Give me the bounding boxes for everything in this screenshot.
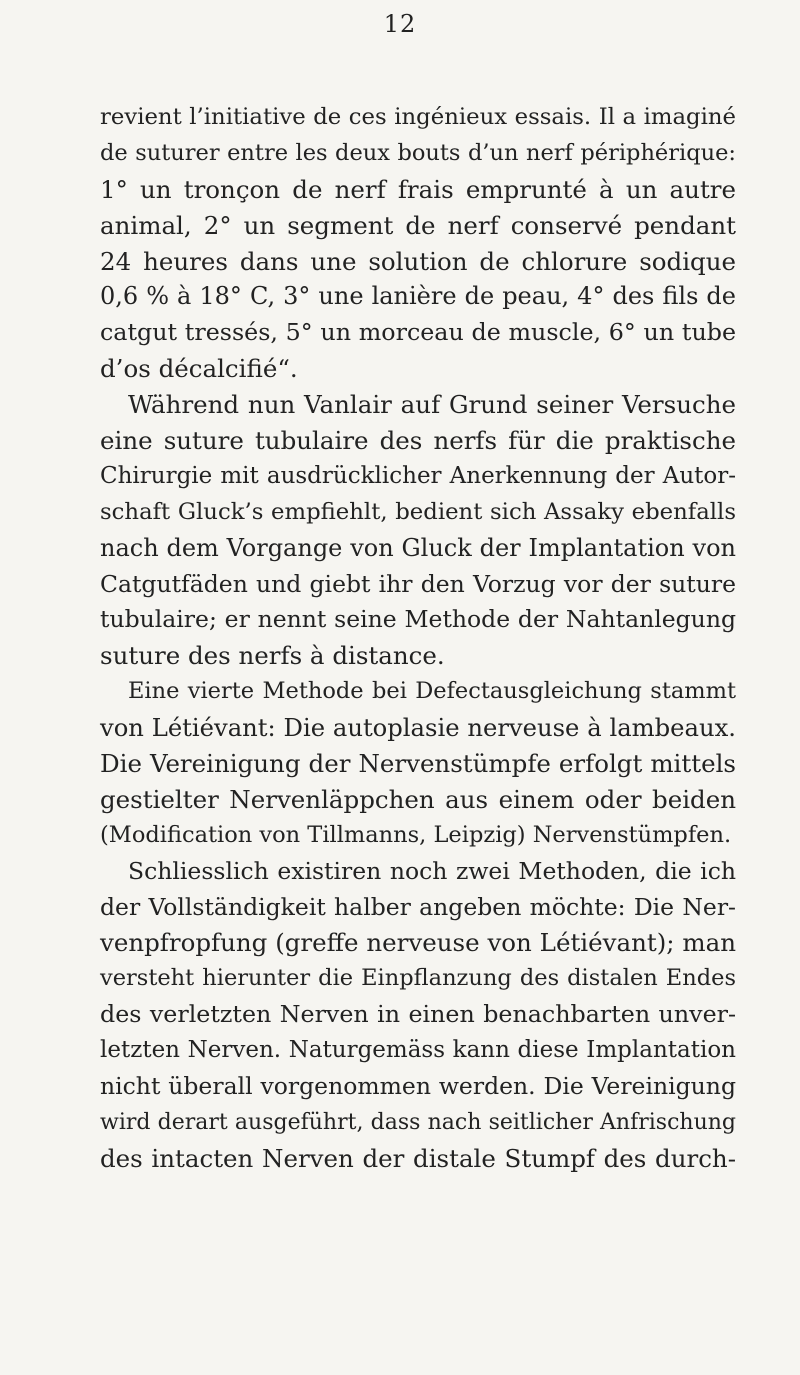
- text-line: tubulaire; er nennt seine Methode der Nahtanlegung: [100, 605, 736, 634]
- text-line: revient l’initiative de ces ingénieux essais. Il a imaginé: [100, 104, 736, 130]
- text-line: 24 heures dans une solution de chlorure sodique: [100, 246, 736, 276]
- text-line: Während nun Vanlair auf Grund seiner Versuche: [128, 390, 736, 420]
- text-line: versteht hierunter die Einpflanzung des distalen Endes: [100, 965, 736, 992]
- text-line: 0,6 % à 18° C, 3° une lanière de peau, 4° des fils de: [100, 282, 736, 311]
- text-line: Eine vierte Methode bei Defectausgleichung stammt: [128, 678, 736, 705]
- text-line: Schliesslich existiren noch zwei Methoden, die ich: [128, 856, 736, 885]
- text-line: venpfropfung (greffe nerveuse von Létiévant); man: [100, 928, 736, 958]
- text-line: Die Vereinigung der Nervenstümpfe erfolgt mittels: [100, 749, 736, 779]
- body-text: [100, 100, 736, 1177]
- text-line: nach dem Vorgange von Gluck der Implantation von: [100, 533, 736, 562]
- text-line: schaft Gluck’s empfiehlt, bedient sich Assaky ebenfalls: [100, 498, 736, 525]
- page-number: 12: [383, 10, 417, 38]
- text-line: catgut tressés, 5° un morceau de muscle, 6° un tube: [100, 318, 736, 347]
- text-line: letzten Nerven. Naturgemäss kann diese Implantation: [100, 1037, 736, 1064]
- text-line: von Létiévant: Die autoplasie nerveuse à lambeaux.: [100, 713, 736, 743]
- text-line: des verletzten Nerven in einen benachbarten unver-: [100, 1000, 736, 1029]
- text-line: 1° un tronçon de nerf frais emprunté à un autre: [100, 174, 736, 204]
- text-line: wird derart ausgeführt, dass nach seitlicher Anfrischung: [100, 1109, 736, 1135]
- text-line: gestielter Nervenläppchen aus einem oder beiden: [100, 784, 736, 814]
- text-line: suture des nerfs à distance.: [100, 641, 445, 671]
- text-line: animal, 2° un segment de nerf conservé pendant: [100, 210, 736, 240]
- text-line: (Modification von Tillmanns, Leipzig) Nervenstümpfen.: [100, 821, 732, 848]
- text-line: Chirurgie mit ausdrücklicher Anerkennung der Autor-: [100, 462, 736, 489]
- text-line: de suturer entre les deux bouts d’un nerf périphérique:: [100, 139, 736, 166]
- text-line: nicht überall vorgenommen werden. Die Vereinigung: [100, 1072, 736, 1101]
- text-line: eine suture tubulaire des nerfs für die praktische: [100, 426, 736, 456]
- text-line: Catgutfäden und giebt ihr den Vorzug vor der suture: [100, 569, 736, 598]
- text-line: der Vollständigkeit halber angeben möchte: Die Ner-: [100, 892, 736, 921]
- text-line: des intacten Nerven der distale Stumpf des durch-: [100, 1143, 736, 1173]
- text-line: d’os décalcifié“.: [100, 354, 298, 384]
